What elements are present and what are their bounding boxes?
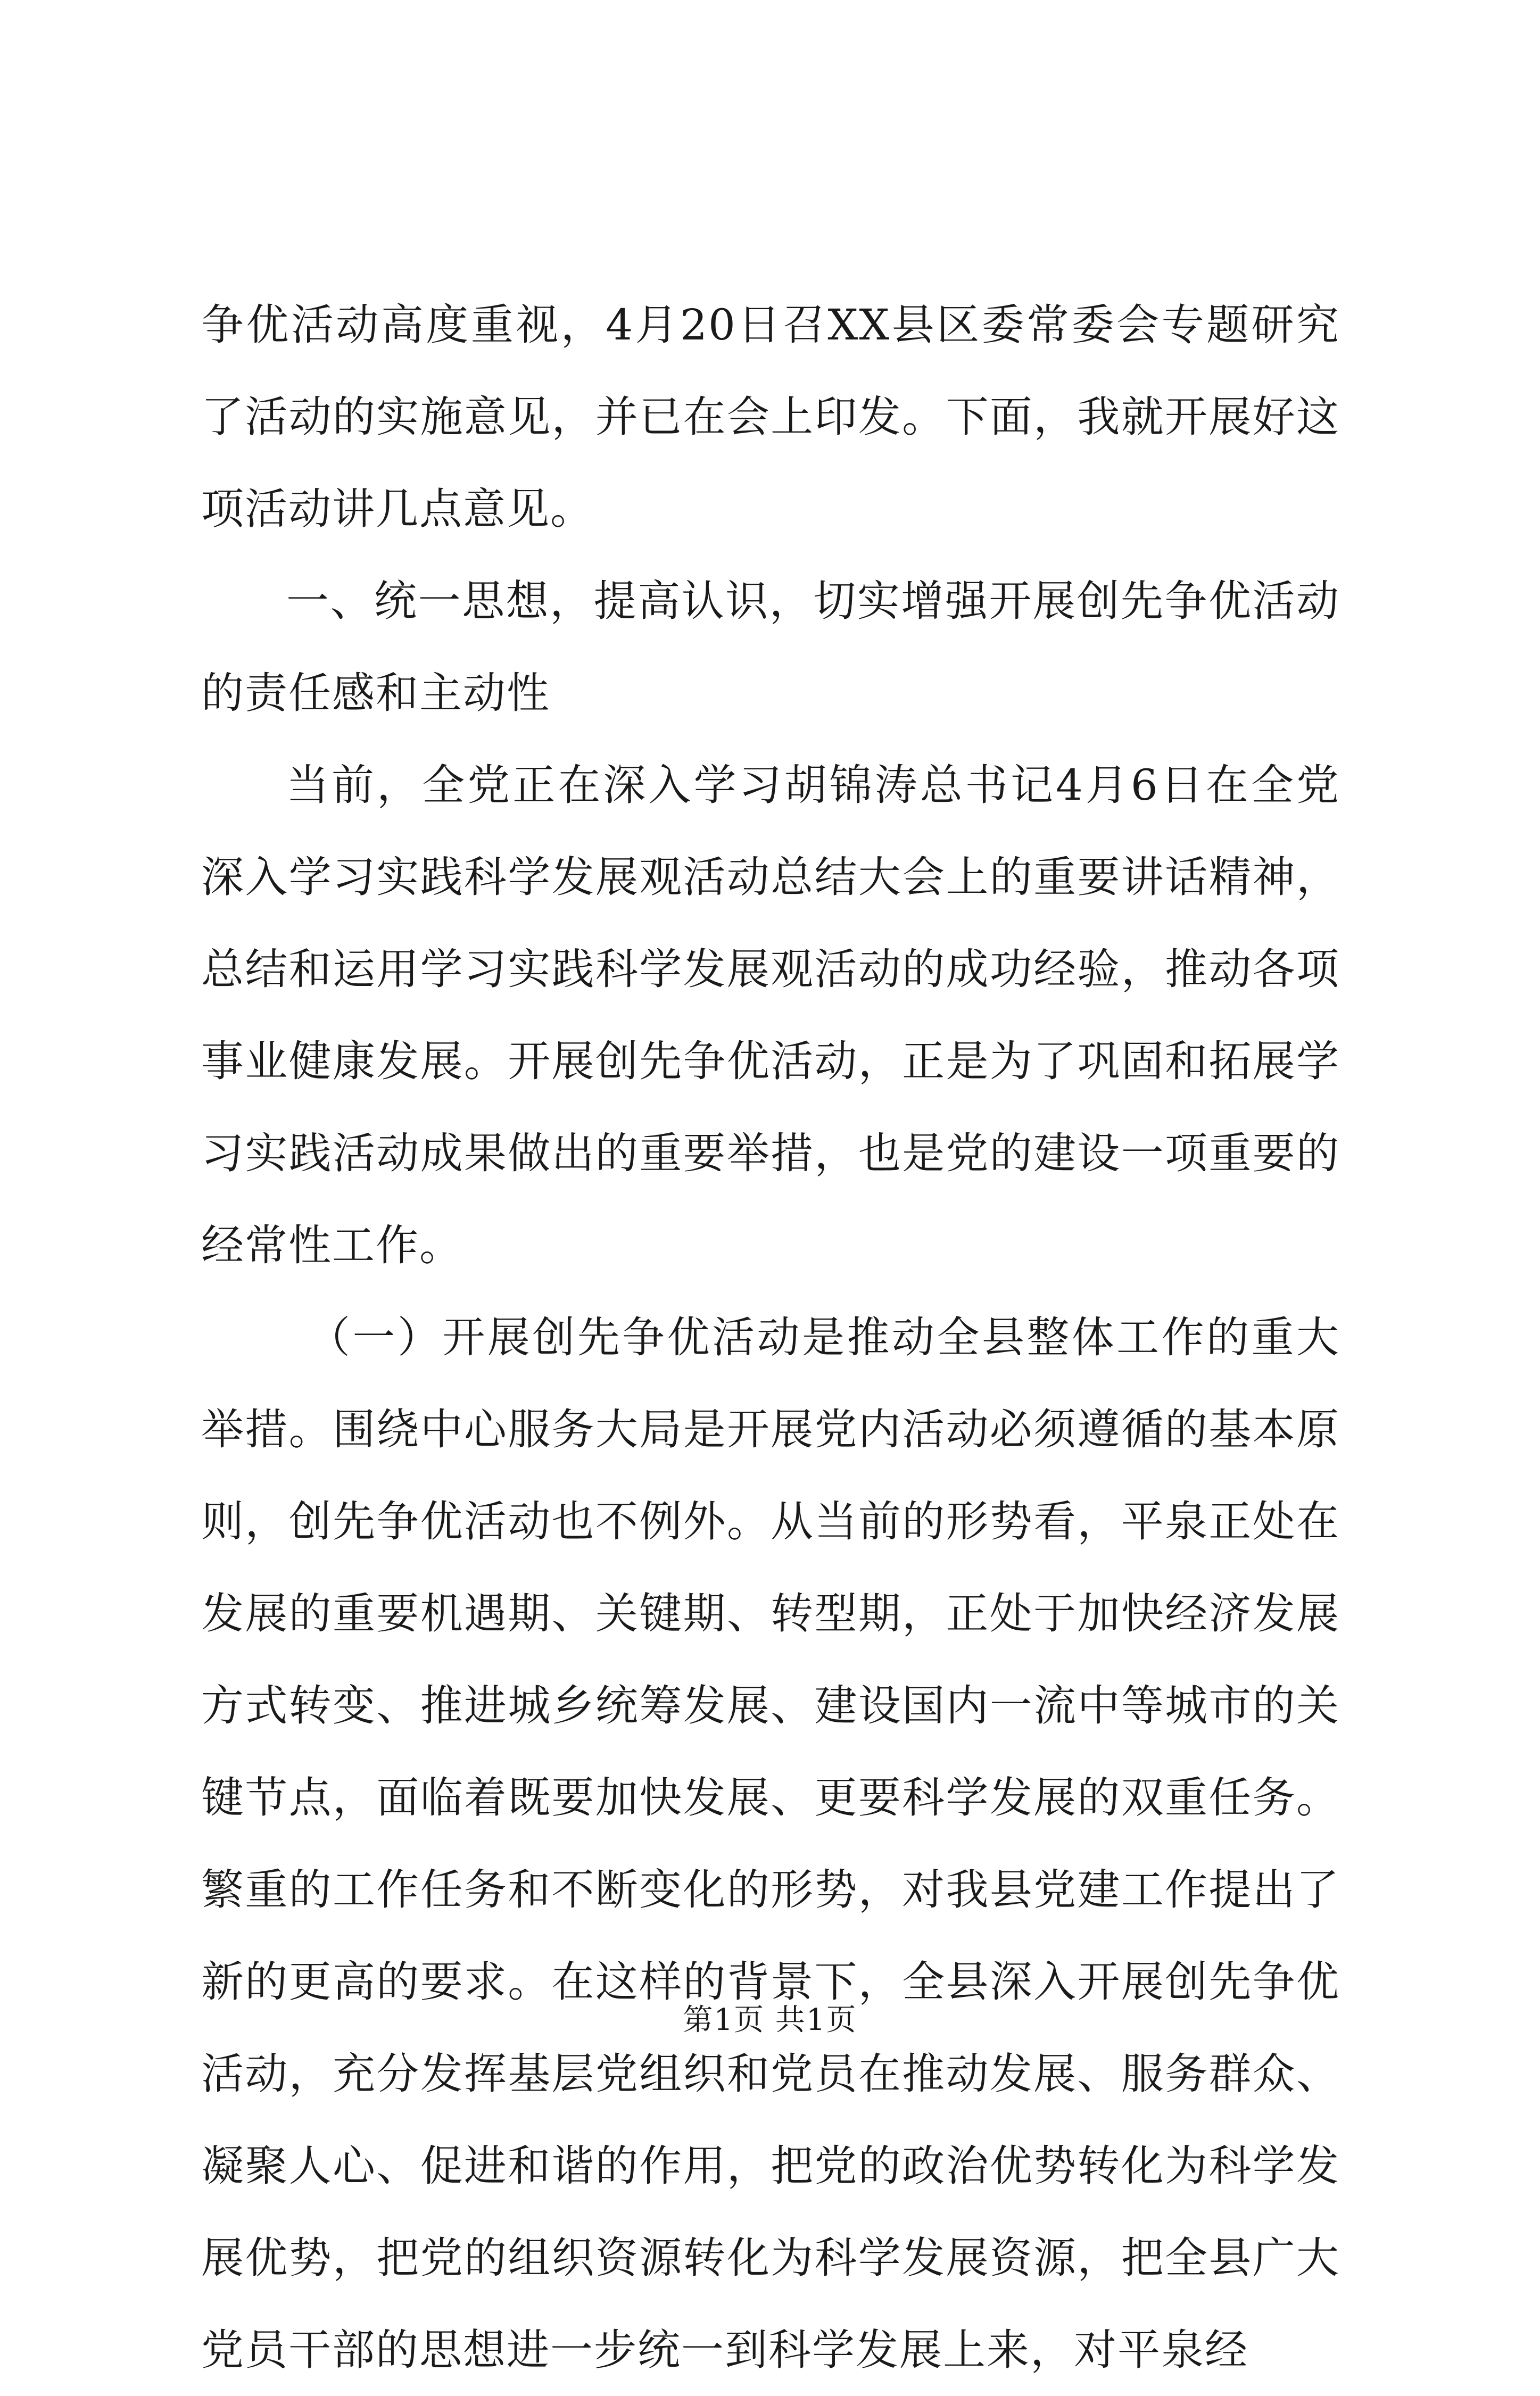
document-body [201,279,1340,2396]
section-heading-one: 一、统一思想，提高认识，切实增强开展创先争优活动的责任感和主动性 [201,576,1340,718]
paragraph-subsection-one: （一）开展创先争优活动是推动全县整体工作的重大举措。围绕中心服务大局是开展党内活动必须遵循的基本原则，创先争优活动也不例外。从当前的形势看，平泉正处在发展的重要机遇期、关键期、转型期，正处于加快经济发展方式转变、推进城乡统筹发展、建设国内一流中等城市的关键节点，面临着既要加快发展、更要科学发展的双重任务。繁重的工作任务和不断变化的形势，对我县党建工作提出了新的更高的要求。在这样的背景下，全县深入开展创先争优活动，充分发挥基层党组织和党员在推动发展、服务群众、凝聚人心、促进和谐的作用，把党的政治优势转化为科学发展优势，把党的组织资源转化为科学发展资源，把全县广大党员干部的思想进一步统一到科学发展上来，对平泉经 [201,1313,1340,2375]
paragraph-current-situation: 当前，全党正在深入学习胡锦涛总书记4月6日在全党深入学习实践科学发展观活动总结大会上的重要讲话精神，总结和运用学习实践科学发展观活动的成功经验，推动各项事业健康发展。开展创先争优活动，正是为了巩固和拓展学习实践活动成果做出的重要举措，也是党的建设一项重要的经常性工作。 [201,760,1340,1270]
page-footer: 第1页 共1页 [683,2003,857,2037]
paragraph-intro: 争优活动高度重视，4月20日召XX县区委常委会专题研究了活动的实施意见，并已在会上印发。下面，我就开展好这项活动讲几点意见。 [201,300,1340,534]
